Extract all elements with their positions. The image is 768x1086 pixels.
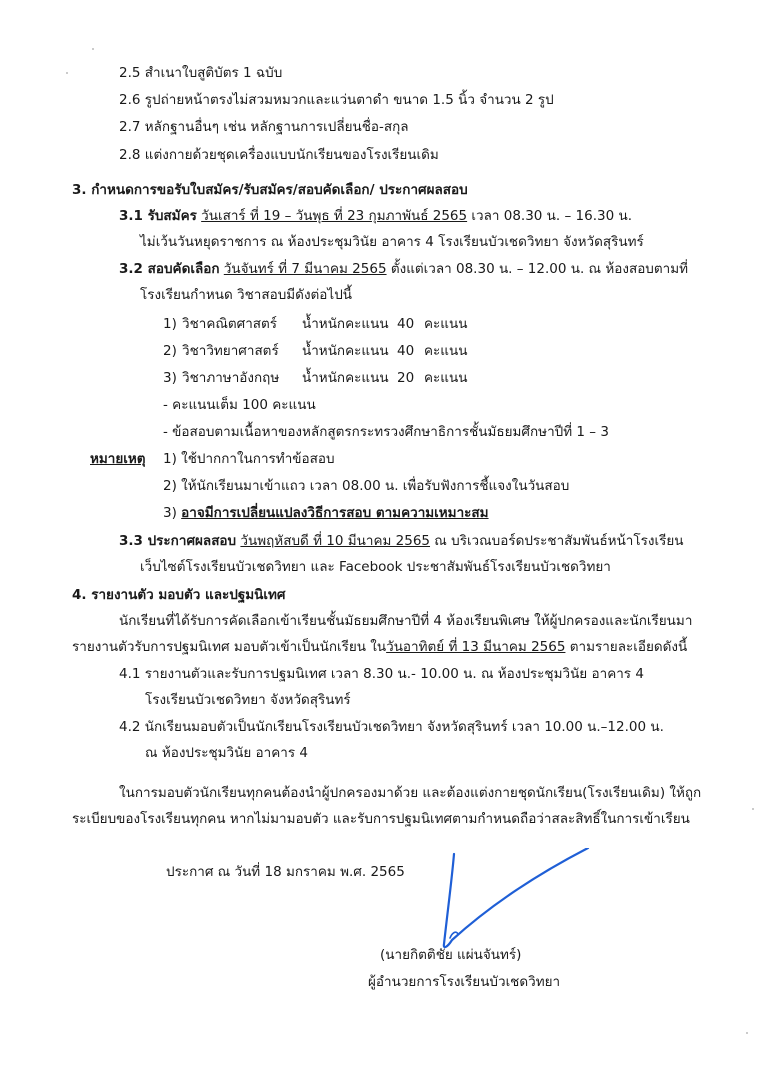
subject-weight-label: น้ำหนักคะแนน [302,370,389,386]
note-full-score: - คะแนนเต็ม 100 คะแนน [163,397,316,413]
subject-name: วิชาคณิตศาสตร์ [182,316,278,332]
closing-line2: ระเบียบของโรงเรียนทุกคน หากไม่มามอบตัว และรับการปฐมนิเทศตามกำหนดถือว่าสละสิทธิ์ในการเข้าเรียน [72,811,690,827]
remark-item-3 [163,503,489,523]
remark-label: หมายเหตุ [90,451,146,467]
scan-speck [752,808,754,810]
item-2-7: 2.7 หลักฐานอื่นๆ เช่น หลักฐานการเปลี่ยนชื่อ-สกุล [119,119,409,135]
remark-item-3-num: 3) [163,505,177,521]
section-4-para2-pre: รายงานตัวรับการปฐมนิเทศ มอบตัวเข้าเป็นนักเรียน ใน [72,639,387,655]
signatory-position: ผู้อำนวยการโรงเรียนบัวเชดวิทยา [368,974,561,990]
subject-score: 40 [397,316,415,332]
section-3-2-date: วันจันทร์ ที่ 7 มีนาคม 2565 [223,261,387,277]
subject-score: 40 [397,343,415,359]
remark-item-1: 1) ใช้ปากกาในการทำข้อสอบ [163,451,335,467]
signature-icon [430,848,590,958]
section-4-1-line2: โรงเรียนบัวเชดวิทยา จังหวัดสุรินทร์ [145,692,351,708]
section-3-3-date: วันพฤหัสบดี ที่ 10 มีนาคม 2565 [240,533,431,549]
section-4-1-line1: 4.1 รายงานตัวและรับการปฐมนิเทศ เวลา 8.30 น.- 10.00 น. ณ ห้องประชุมวินัย อาคาร 4 [119,666,644,682]
announce-date: ประกาศ ณ วันที่ 18 มกราคม พ.ศ. 2565 [166,864,405,880]
signatory-name: (นายกิตติชัย แผ่นจันทร์) [380,947,522,963]
subject-unit: คะแนน [424,316,468,332]
section-3-2 [119,259,688,279]
remark-item-2: 2) ให้นักเรียนมาเข้าแถว เวลา 08.00 น. เพื่อรับฟังการชี้แจงในวันสอบ [163,478,570,494]
note-exam-content: - ข้อสอบตามเนื้อหาของหลักสูตรกระทรวงศึกษาธิการชั้นมัธยมศึกษาปีที่ 1 – 3 [163,424,609,440]
subject-num: 2) [163,343,177,359]
section-3-1-line2: ไม่เว้นวันหยุดราชการ ณ ห้องประชุมวินัย อาคาร 4 โรงเรียนบัวเชดวิทยา จังหวัดสุรินทร์ [140,234,644,250]
section-4-2-line1: 4.2 นักเรียนมอบตัวเป็นนักเรียนโรงเรียนบัวเชดวิทยา จังหวัดสุรินทร์ เวลา 10.00 น.–12.00 น. [119,719,664,735]
section-3-1-date: วันเสาร์ ที่ 19 – วันพุธ ที่ 23 กุมภาพันธ์ 2565 [201,208,468,224]
section-4-para2 [72,637,687,657]
section-3-1 [119,206,632,226]
subject-unit: คะแนน [424,343,468,359]
section-3-3-label: 3.3 ประกาศผลสอบ [119,533,237,549]
scan-speck [92,48,94,50]
section-3-3-line2: เว็บไซต์โรงเรียนบัวเชดวิทยา และ Facebook ประชาสัมพันธ์โรงเรียนบัวเชดวิทยา [140,559,611,575]
section-4-para2-date: วันอาทิตย์ ที่ 13 มีนาคม 2565 [386,639,566,655]
scan-speck [746,1032,748,1034]
subject-num: 3) [163,370,177,386]
closing-line1: ในการมอบตัวนักเรียนทุกคนต้องนำผู้ปกครองมาด้วย และต้องแต่งกายชุดนักเรียน(โรงเรียนเดิม) ให้ถูก [119,785,702,801]
subject-weight-label: น้ำหนักคะแนน [302,316,389,332]
remark-item-3-text: อาจมีการเปลี่ยนแปลงวิธีการสอบ ตามความเหมาะสม [181,505,489,521]
subject-name: วิชาวิทยาศาสตร์ [182,343,279,359]
section-3-3 [119,531,683,551]
subject-unit: คะแนน [424,370,468,386]
item-2-5: 2.5 สำเนาใบสูติบัตร 1 ฉบับ [119,65,283,81]
item-2-6: 2.6 รูปถ่ายหน้าตรงไม่สวมหมวกและแว่นตาดำ ขนาด 1.5 นิ้ว จำนวน 2 รูป [119,92,554,108]
section-4-para2-post: ตามรายละเอียดดังนี้ [565,639,688,655]
subject-num: 1) [163,316,177,332]
section-3-1-label: 3.1 รับสมัคร [119,208,197,224]
subject-score: 20 [397,370,415,386]
section-3-heading: 3. กำหนดการขอรับใบสมัคร/รับสมัคร/สอบคัดเลือก/ ประกาศผลสอบ [72,182,468,198]
section-4-para1: นักเรียนที่ได้รับการคัดเลือกเข้าเรียนชั้นมัธยมศึกษาปีที่ 4 ห้องเรียนพิเศษ ให้ผู้ปกครองและนักเรียนมา [119,613,693,629]
subject-name: วิชาภาษาอังกฤษ [182,370,280,386]
scan-speck [66,72,68,74]
section-3-2-time: ตั้งแต่เวลา 08.30 น. – 12.00 น. ณ ห้องสอบตามที่ [386,261,689,277]
section-4-2-line2: ณ ห้องประชุมวินัย อาคาร 4 [145,745,308,761]
subject-weight-label: น้ำหนักคะแนน [302,343,389,359]
item-2-8: 2.8 แต่งกายด้วยชุดเครื่องแบบนักเรียนของโรงเรียนเดิม [119,147,439,163]
section-3-2-line2: โรงเรียนกำหนด วิชาสอบมีดังต่อไปนี้ [140,287,352,303]
section-4-heading: 4. รายงานตัว มอบตัว และปฐมนิเทศ [72,587,286,603]
section-3-1-time: เวลา 08.30 น. – 16.30 น. [467,208,632,224]
section-3-2-label: 3.2 สอบคัดเลือก [119,261,220,277]
section-3-3-place: ณ บริเวณบอร์ดประชาสัมพันธ์หน้าโรงเรียน [430,533,684,549]
